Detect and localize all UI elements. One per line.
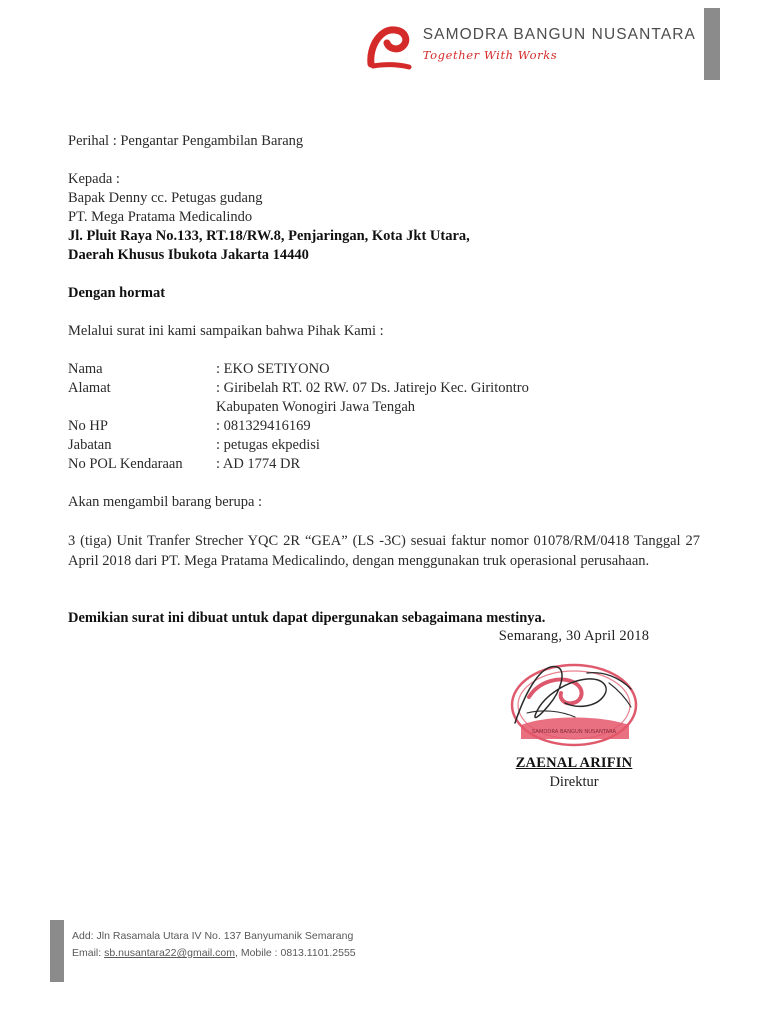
recipient-address-line-2: Daerah Khusus Ibukota Jakarta 14440 (68, 247, 309, 263)
recipient-label: Kepada : (68, 171, 120, 187)
footer-address: Add: Jln Rasamala Utara IV No. 137 Banyumanik Semarang (72, 930, 354, 942)
table-row (68, 398, 529, 417)
field-value: : Giribelah RT. 02 RW. 07 Ds. Jatirejo Kec. Giritontro (216, 380, 529, 396)
svg-text:SAMODRA BANGUN NUSANTARA: SAMODRA BANGUN NUSANTARA (531, 729, 617, 735)
field-value: : AD 1774 DR (216, 456, 301, 472)
recipient-name: Bapak Denny cc. Petugas gudang (68, 190, 263, 206)
subject-line: Perihal : Pengantar Pengambilan Barang (68, 133, 304, 149)
company-name: SAMODRA BANGUN NUSANTARA (422, 26, 696, 43)
table-row (68, 360, 529, 379)
field-label: Nama (68, 361, 103, 377)
salutation: Dengan hormat (68, 285, 166, 301)
field-value: Kabupaten Wonogiri Jawa Tengah (216, 399, 416, 415)
signature-block (440, 628, 708, 791)
intro-text: Melalui surat ini kami sampaikan bahwa Pihak Kami : (68, 323, 384, 339)
spacer (68, 341, 700, 360)
closing-statement: Demikian surat ini dibuat untuk dapat dipergunakan sebagaimana mestinya. (68, 610, 546, 626)
footer-accent-bar (50, 920, 64, 982)
signature-and-stamp-image (491, 653, 657, 753)
company-logo (361, 20, 696, 72)
field-label: Jabatan (68, 437, 112, 453)
spacer (68, 597, 700, 610)
spacer (68, 151, 700, 170)
table-row (68, 436, 529, 455)
field-label (68, 398, 216, 417)
signature-place-date: Semarang, 30 April 2018 (498, 628, 650, 644)
company-tagline: Together With Works (422, 48, 558, 62)
field-value: : petugas ekpedisi (216, 437, 320, 453)
body-paragraph: 3 (tiga) Unit Tranfer Strecher YQC 2R “GEA” (LS -3C) sesuai faktur nomor 01078/RM/0418 Tanggal 27 April 2018 dari PT. Mega Pratama Medicalindo, dengan menggunakan truk operasional perusahaan. (68, 533, 700, 569)
spacer (68, 512, 700, 531)
recipient-company: PT. Mega Pratama Medicalindo (68, 209, 253, 225)
footer-email-prefix: Email: (72, 947, 105, 959)
signer-name: ZAENAL ARIFIN (515, 755, 633, 771)
footer-email-link[interactable]: sb.nusantara22@gmail.com (104, 947, 235, 959)
purpose-text: Akan mengambil barang berupa : (68, 494, 263, 510)
field-label: No POL Kendaraan (68, 456, 183, 472)
table-row (68, 379, 529, 398)
header-accent-bar (704, 8, 720, 80)
letterhead (0, 0, 768, 96)
field-value: : EKO SETIYONO (216, 361, 330, 377)
spacer (68, 303, 700, 322)
footer-contact (72, 928, 356, 962)
spacer (68, 265, 700, 284)
field-label: No HP (68, 418, 108, 434)
table-row (68, 455, 529, 474)
logo-swirl-icon (361, 20, 417, 72)
recipient-address-line-1: Jl. Pluit Raya No.133, RT.18/RW.8, Penjaringan, Kota Jkt Utara, (68, 228, 470, 244)
footer-email-row (72, 945, 356, 962)
table-row (68, 417, 529, 436)
letter-body (68, 132, 700, 627)
party-details-table (68, 360, 529, 474)
signer-role: Direktur (549, 774, 599, 790)
spacer (68, 474, 700, 493)
letter-footer (0, 920, 768, 990)
field-label: Alamat (68, 380, 111, 396)
footer-phone: , Mobile : 0813.1101.2555 (235, 947, 356, 959)
spacer (68, 571, 700, 597)
field-value: : 081329416169 (216, 418, 311, 434)
